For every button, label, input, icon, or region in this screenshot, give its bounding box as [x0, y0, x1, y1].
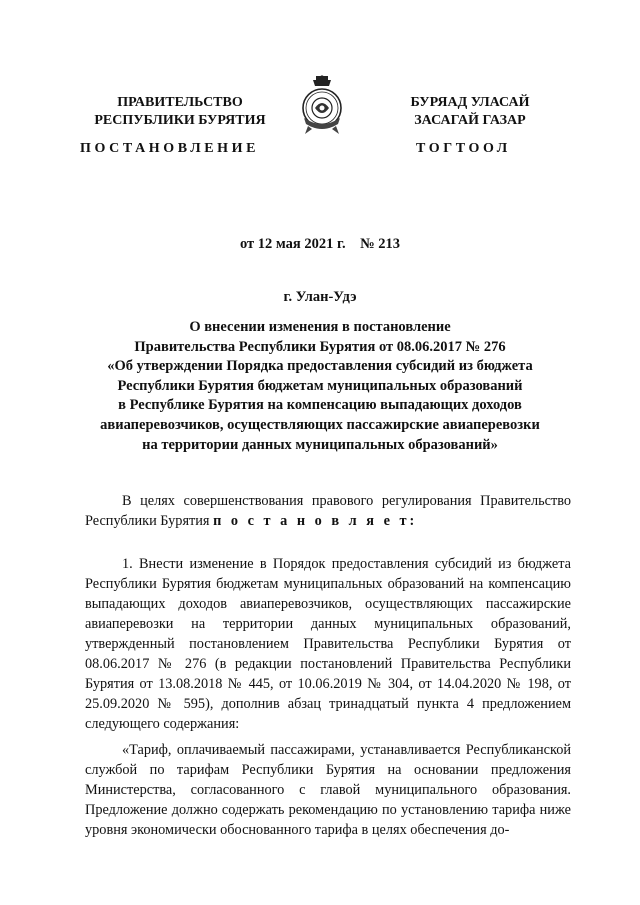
subject-line: О внесении изменения в постановление: [189, 319, 451, 335]
issuer-name-buryat: [385, 94, 555, 130]
issuer-name-russian: [85, 94, 275, 130]
city: г. Улан-Удэ: [283, 289, 357, 305]
doc-type-russian: ПОСТАНОВЛЕНИЕ: [80, 141, 260, 156]
subject-line: в Республике Бурятия на компенсацию выпадающих доходов: [118, 397, 522, 414]
quoted-amendment-paragraph: «Тариф, оплачиваемый пассажирами, устанавливается Республиканской службой по тарифам Республики Бурятия на основании предложения Министерства, согласованного с главой муниципального образования. Предложение должно содержать рекомендацию по установлению тарифа ниже уровня экономически обоснованного тарифа в целях обеспечения до-: [85, 742, 571, 838]
preamble-paragraph: [85, 491, 571, 531]
item-1-paragraph: 1. Внести изменение в Порядок предоставления субсидий из бюджета Республики Бурятия бюджетам муниципальных образований на компенсацию выпадающих доходов авиаперевозчиков, осуществляющих пассажирские авиаперевозки на территории данных муниципальных образований, утвержденный постановлением Правительства Республики Бурятия от 08.06.2017 № 276 (в редакции постановлений Правительства Республики Бурятия от 13.08.2018 № 445, от 10.06.2019 № 304, от 14.04.2020 № 198, от 25.09.2020 № 595), дополнив абзац тринадцатый пункта 4 предложением следующего содержания:: [85, 556, 571, 732]
decree-subject: [60, 318, 580, 455]
date-and-number: от 12 мая 2021 г. № 213: [239, 236, 401, 252]
issuer-line-2-buryat: ЗАСАГАЙ ГАЗАР: [414, 113, 526, 128]
issuer-line-2: РЕСПУБЛИКИ БУРЯТИЯ: [94, 113, 266, 128]
decree-word: п о с т а н о в л я е т:: [213, 513, 418, 529]
subject-line: Правительства Республики Бурятия от 08.06.2017 № 276: [134, 338, 506, 355]
subject-line: на территории данных муниципальных образований»: [142, 436, 498, 453]
issuer-line-1-buryat: БУРЯАД УЛАСАЙ: [410, 95, 530, 110]
doc-type-buryat: ТОГТООЛ: [416, 141, 511, 156]
subject-line: «Об утверждении Порядка предоставления субсидий из бюджета: [107, 358, 533, 375]
subject-line: авиаперевозчиков, осуществляющих пассажирские авиаперевозки: [100, 416, 540, 433]
preamble-text: В целях совершенствования правового регулирования Правительство Республики Бурятия: [85, 493, 571, 529]
issuer-line-1: ПРАВИТЕЛЬСТВО: [117, 95, 243, 110]
coat-of-arms-emblem-icon: [300, 74, 344, 136]
subject-line: Республики Бурятия бюджетам муниципальных образований: [117, 377, 523, 394]
